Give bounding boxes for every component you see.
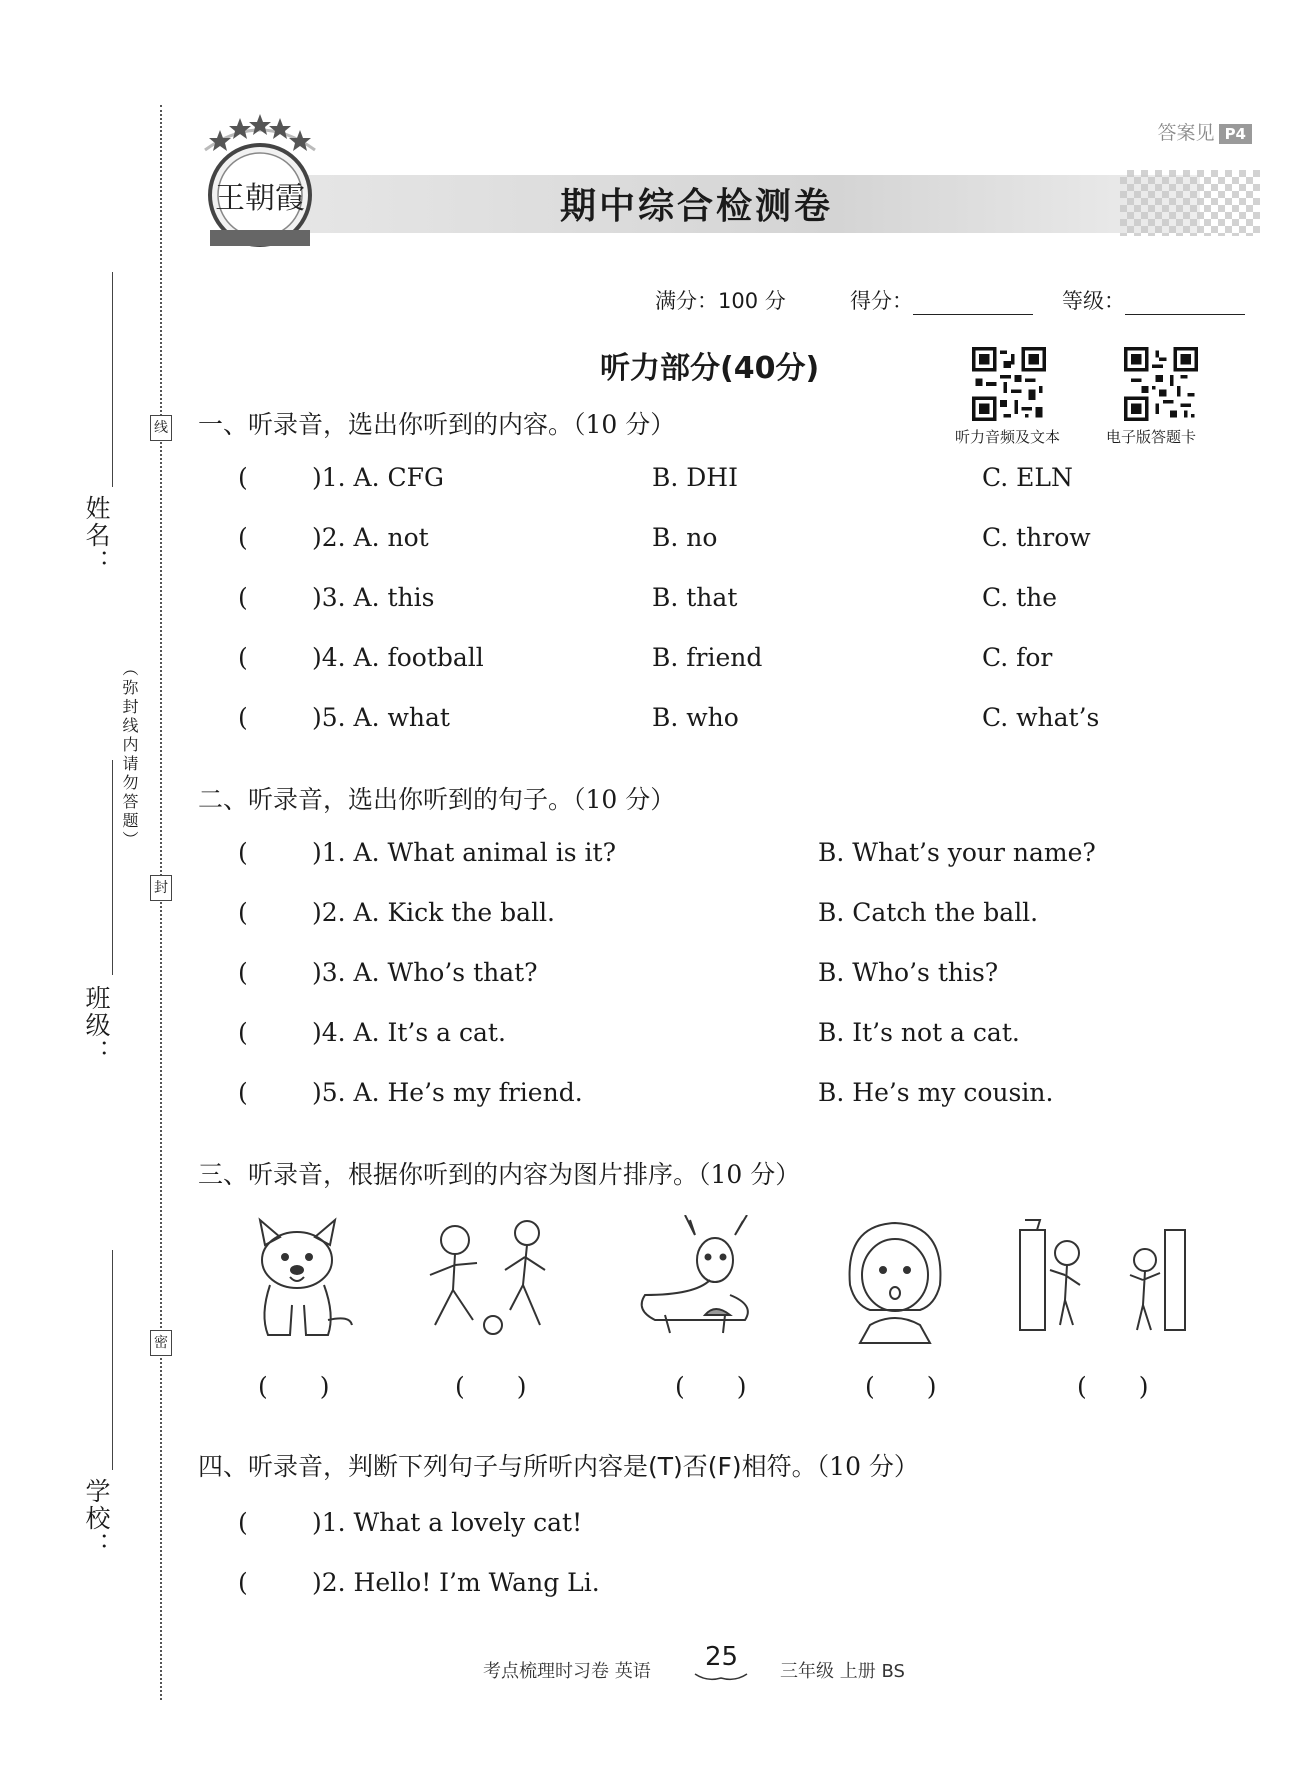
option-a: )2. A. not	[312, 523, 429, 552]
seal-char-dense: 密	[150, 1330, 172, 1356]
option-b: B. friend	[652, 643, 763, 672]
option-a: )3. A. Who’s that?	[312, 958, 538, 987]
option-c: C. what’s	[982, 703, 1100, 732]
grade: 等级：	[1062, 285, 1245, 315]
option-c: C. for	[982, 643, 1053, 672]
name-field-line[interactable]	[112, 272, 113, 487]
option-b: B. It’s not a cat.	[818, 1018, 1020, 1047]
qr-audio-label: 听力音频及文本	[955, 428, 1061, 446]
class-field-line[interactable]	[112, 760, 113, 975]
answer-paren[interactable]: (	[238, 703, 248, 732]
seal-char-line: 线	[150, 415, 172, 441]
class-label: 班级：	[82, 985, 111, 1066]
option-b: B. that	[652, 583, 738, 612]
school-field-line[interactable]	[112, 1250, 113, 1470]
option-b: B. DHI	[652, 463, 738, 492]
option-a: )3. A. this	[312, 583, 435, 612]
publisher-logo-icon	[195, 110, 325, 260]
answer-page-badge: P4	[1219, 124, 1252, 144]
score-got: 得分：	[850, 285, 1033, 315]
option-b: B. What’s your name?	[818, 838, 1096, 867]
answer-paren[interactable]: (	[238, 1508, 248, 1537]
option-c: C. throw	[982, 523, 1091, 552]
picture-3-paren[interactable]: ( )	[675, 1372, 747, 1401]
statement: )1. What a lovely cat!	[312, 1508, 583, 1537]
picture-5-paren[interactable]: ( )	[1077, 1372, 1149, 1401]
seal-warning: （弥封线内请勿答题）	[120, 660, 139, 850]
footer-right: 三年级 上册 BS	[780, 1661, 905, 1682]
option-b: B. Who’s this?	[818, 958, 999, 987]
option-b: B. no	[652, 523, 718, 552]
grade-blank[interactable]	[1125, 292, 1245, 315]
picture-1-paren[interactable]: ( )	[258, 1372, 330, 1401]
girls-hide-and-seek-icon	[1015, 1215, 1190, 1345]
qr-code-audio-icon[interactable]	[972, 347, 1046, 421]
option-b: B. He’s my cousin.	[818, 1078, 1054, 1107]
option-a: )5. A. what	[312, 703, 450, 732]
picture-4-paren[interactable]: ( )	[865, 1372, 937, 1401]
page-title: 期中综合检测卷	[560, 186, 834, 227]
section4-title: 四、听录音，判断下列句子与所听内容是(T)否(F)相符。（10 分）	[198, 1452, 919, 1481]
qr-code-answer-card-icon[interactable]	[1124, 347, 1198, 421]
answer-paren[interactable]: (	[238, 838, 248, 867]
section3-title: 三、听录音，根据你听到的内容为图片排序。（10 分）	[198, 1160, 801, 1189]
answer-paren[interactable]: (	[238, 958, 248, 987]
answer-paren[interactable]: (	[238, 463, 248, 492]
score-blank[interactable]	[913, 292, 1033, 315]
logo-text: 王朝霞	[215, 181, 305, 216]
dog-icon	[240, 1215, 355, 1345]
option-a: )1. A. CFG	[312, 463, 444, 492]
answer-paren[interactable]: (	[238, 643, 248, 672]
qr-answer-card-label: 电子版答题卡	[1106, 428, 1197, 446]
answer-paren[interactable]: (	[238, 898, 248, 927]
open-book-icon	[693, 1672, 749, 1684]
boys-kicking-ball-icon	[415, 1215, 560, 1345]
option-c: C. ELN	[982, 463, 1073, 492]
option-a: )4. A. It’s a cat.	[312, 1018, 506, 1047]
answer-reference: 答案见 P4	[1158, 118, 1252, 145]
seal-char-seal: 封	[150, 875, 172, 901]
name-label: 姓名：	[82, 495, 111, 576]
banner-checker-pattern	[1120, 170, 1260, 236]
listening-part-title: 听力部分(40分)	[600, 351, 820, 386]
option-a: )5. A. He’s my friend.	[312, 1078, 583, 1107]
school-label: 学校：	[82, 1478, 111, 1559]
option-a: )4. A. football	[312, 643, 484, 672]
picture-2-paren[interactable]: ( )	[455, 1372, 527, 1401]
deer-icon	[635, 1215, 765, 1345]
answer-paren[interactable]: (	[238, 583, 248, 612]
option-a: )2. A. Kick the ball.	[312, 898, 556, 927]
option-c: C. the	[982, 583, 1058, 612]
answer-paren[interactable]: (	[238, 1018, 248, 1047]
full-score: 满分：100 分	[655, 289, 786, 313]
option-a: )1. A. What animal is it?	[312, 838, 616, 867]
section1-title: 一、听录音，选出你听到的内容。（10 分）	[198, 410, 676, 439]
option-b: B. Catch the ball.	[818, 898, 1039, 927]
girl-face-icon	[835, 1215, 955, 1345]
answer-paren[interactable]: (	[238, 1078, 248, 1107]
answer-paren[interactable]: (	[238, 1568, 248, 1597]
footer-left: 考点梳理时习卷 英语	[483, 1661, 651, 1682]
section2-title: 二、听录音，选出你听到的句子。（10 分）	[198, 785, 676, 814]
page-number: 25	[705, 1642, 739, 1672]
binding-dotted-line	[160, 105, 162, 1700]
option-b: B. who	[652, 703, 739, 732]
answer-paren[interactable]: (	[238, 523, 248, 552]
statement: )2. Hello! I’m Wang Li.	[312, 1568, 600, 1597]
